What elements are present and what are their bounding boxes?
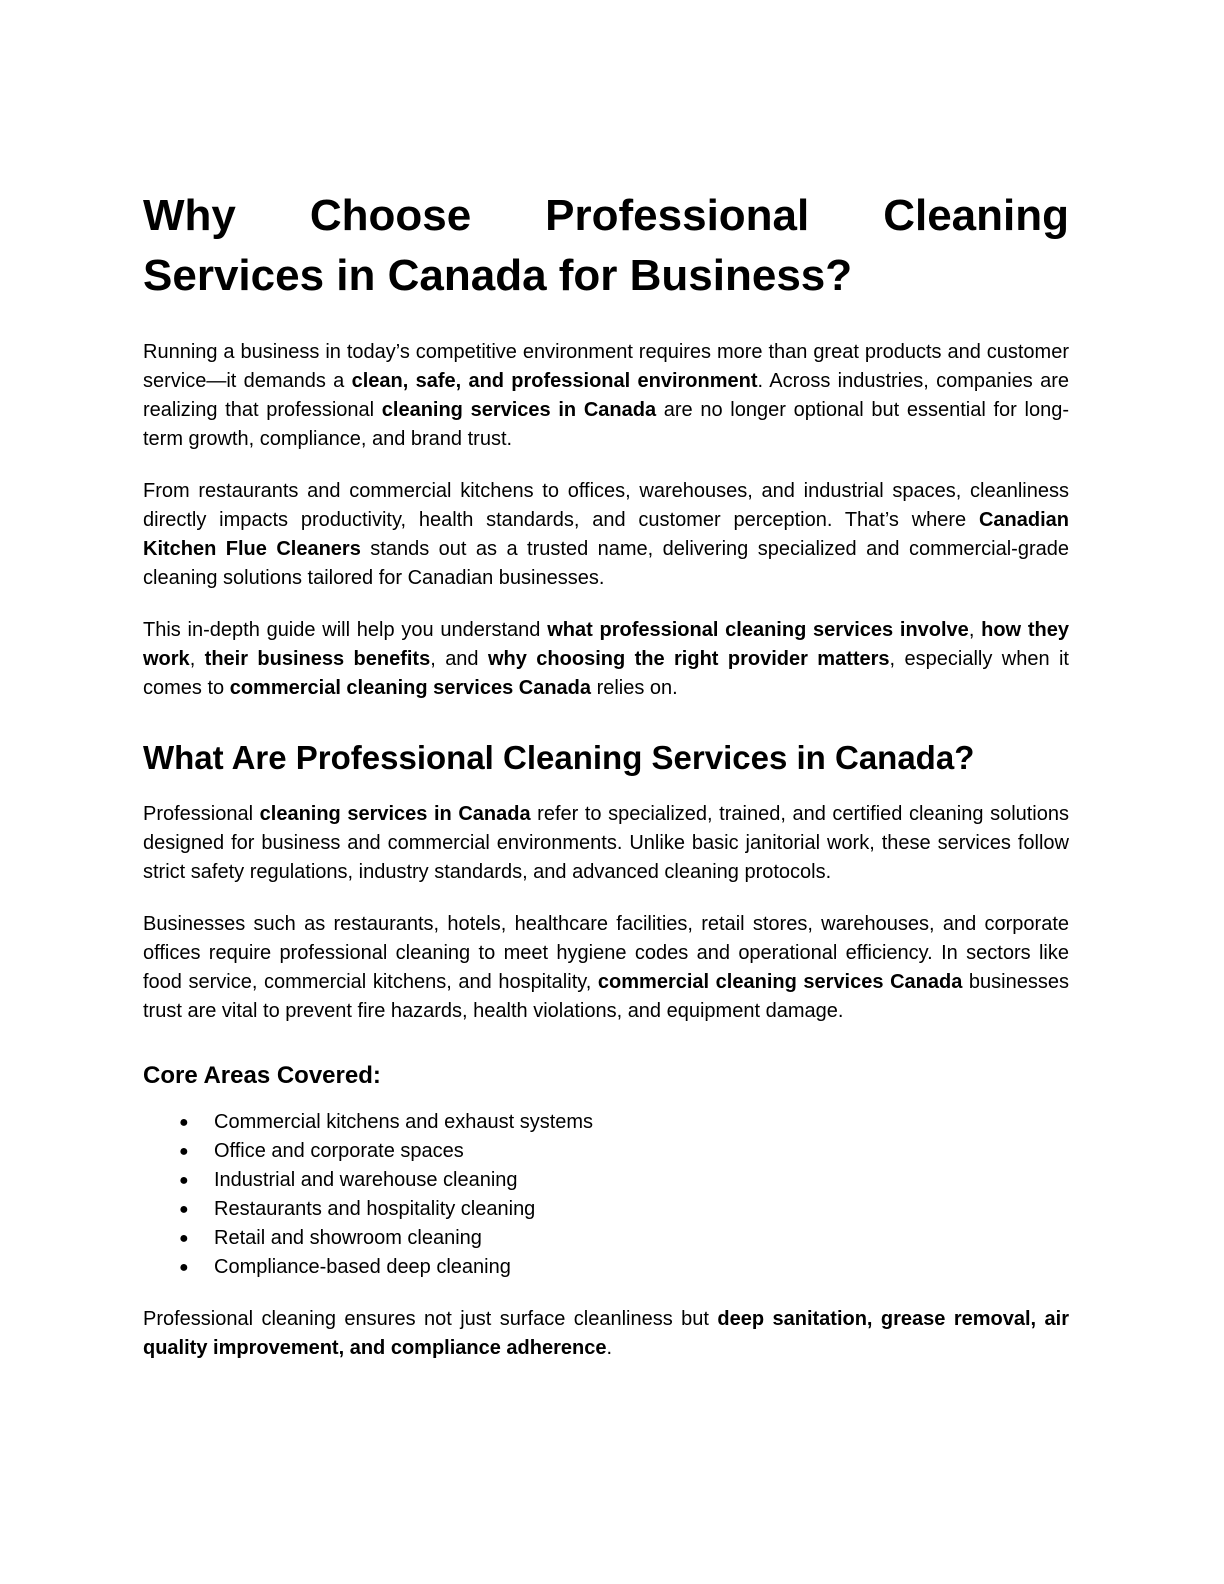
closing-paragraph [143,1305,1069,1363]
bold-text: their business benefits [204,648,431,670]
text-run: relies on. [591,677,678,699]
bold-text: why choosing the right provider matters [487,648,890,670]
list-item [143,1195,1069,1224]
core-areas-list [143,1108,1069,1282]
text-run: , and [430,648,488,670]
bold-text: cleaning services in Canada [381,399,657,421]
list-item-text: Commercial kitchens and exhaust systems [214,1111,594,1133]
closing-section [143,1305,1069,1363]
text-run: , especially when it comes to [143,648,1069,699]
list-item [143,1253,1069,1282]
text-run: are no longer optional but essential for long-term growth, compliance, and brand trust. [143,399,1069,450]
intro-section [143,338,1069,703]
text-run: From restaurants and commercial kitchens to offices, warehouses, and industrial spaces, cleanliness directly impacts productivity, health standards, and customer perception. That’s where [143,480,1069,531]
text-run: refer to specialized, trained, and certified cleaning solutions designed for business and commercial environments. Unlike basic janitorial work, these services follow strict safety regulations, industry standards, and advanced cleaning protocols. [143,803,1070,883]
section-paragraph [143,800,1069,887]
text-run: Professional cleaning ensures not just surface cleanliness but [143,1308,718,1330]
list-item [143,1137,1069,1166]
text-run: Running a business in today’s competitive environment requires more than great products and customer service—it demands a [143,341,1069,392]
bold-text: how they work [143,619,1069,670]
text-run: This in-depth guide will help you understand [143,619,548,641]
list-item-text: Restaurants and hospitality cleaning [214,1198,536,1220]
text-run: Professional [143,803,260,825]
text-run: businesses trust are vital to prevent fire hazards, health violations, and equipment damage. [143,971,1069,1022]
bold-text: clean, safe, and professional environment [351,370,758,392]
bold-text: Canadian Kitchen Flue Cleaners [143,509,1069,560]
bullet-icon: ● [179,1114,189,1131]
bullet-icon: ● [179,1172,189,1189]
text-run: Businesses such as restaurants, hotels, healthcare facilities, retail stores, warehouses, and corporate offices require professional cleaning to meet hygiene codes and operational efficiency. In sectors like food service, commercial kitchens, and hospitality, [143,913,1069,993]
bold-text: cleaning services in Canada [259,803,531,825]
bold-text: deep sanitation, grease removal, air quality improvement, and compliance adherence [143,1308,1069,1359]
bullet-icon: ● [179,1259,189,1276]
document-title: Why Choose Professional Cleaning Services in Canada for Business? [143,191,1069,300]
intro-paragraph [143,477,1069,593]
text-run: , [189,648,205,670]
bullet-icon: ● [179,1201,189,1218]
bold-text: commercial cleaning services Canada [597,971,963,993]
bullet-icon: ● [179,1143,189,1160]
list-item [143,1108,1069,1137]
bold-text: what professional cleaning services involve [547,619,969,641]
list-item [143,1224,1069,1253]
section-body [143,800,1069,1026]
text-run: . [606,1337,613,1359]
list-item-text: Office and corporate spaces [214,1140,464,1162]
intro-paragraph [143,338,1069,454]
list-item-text: Compliance-based deep cleaning [214,1256,511,1278]
text-run: . Across industries, companies are realizing that professional [143,370,1069,421]
section-heading: What Are Professional Cleaning Services in Canada? [143,739,975,776]
document-page [143,186,1069,1386]
section-paragraph [143,910,1069,1026]
bullet-icon: ● [179,1230,189,1247]
core-areas-heading: Core Areas Covered: [143,1062,381,1089]
list-item-text: Industrial and warehouse cleaning [214,1169,518,1191]
bold-text: commercial cleaning services Canada [229,677,592,699]
list-item-text: Retail and showroom cleaning [214,1227,482,1249]
text-run: , [968,619,982,641]
text-run: stands out as a trusted name, delivering specialized and commercial-grade cleaning solutions tailored for Canadian businesses. [143,538,1069,589]
intro-paragraph [143,616,1069,703]
list-item [143,1166,1069,1195]
